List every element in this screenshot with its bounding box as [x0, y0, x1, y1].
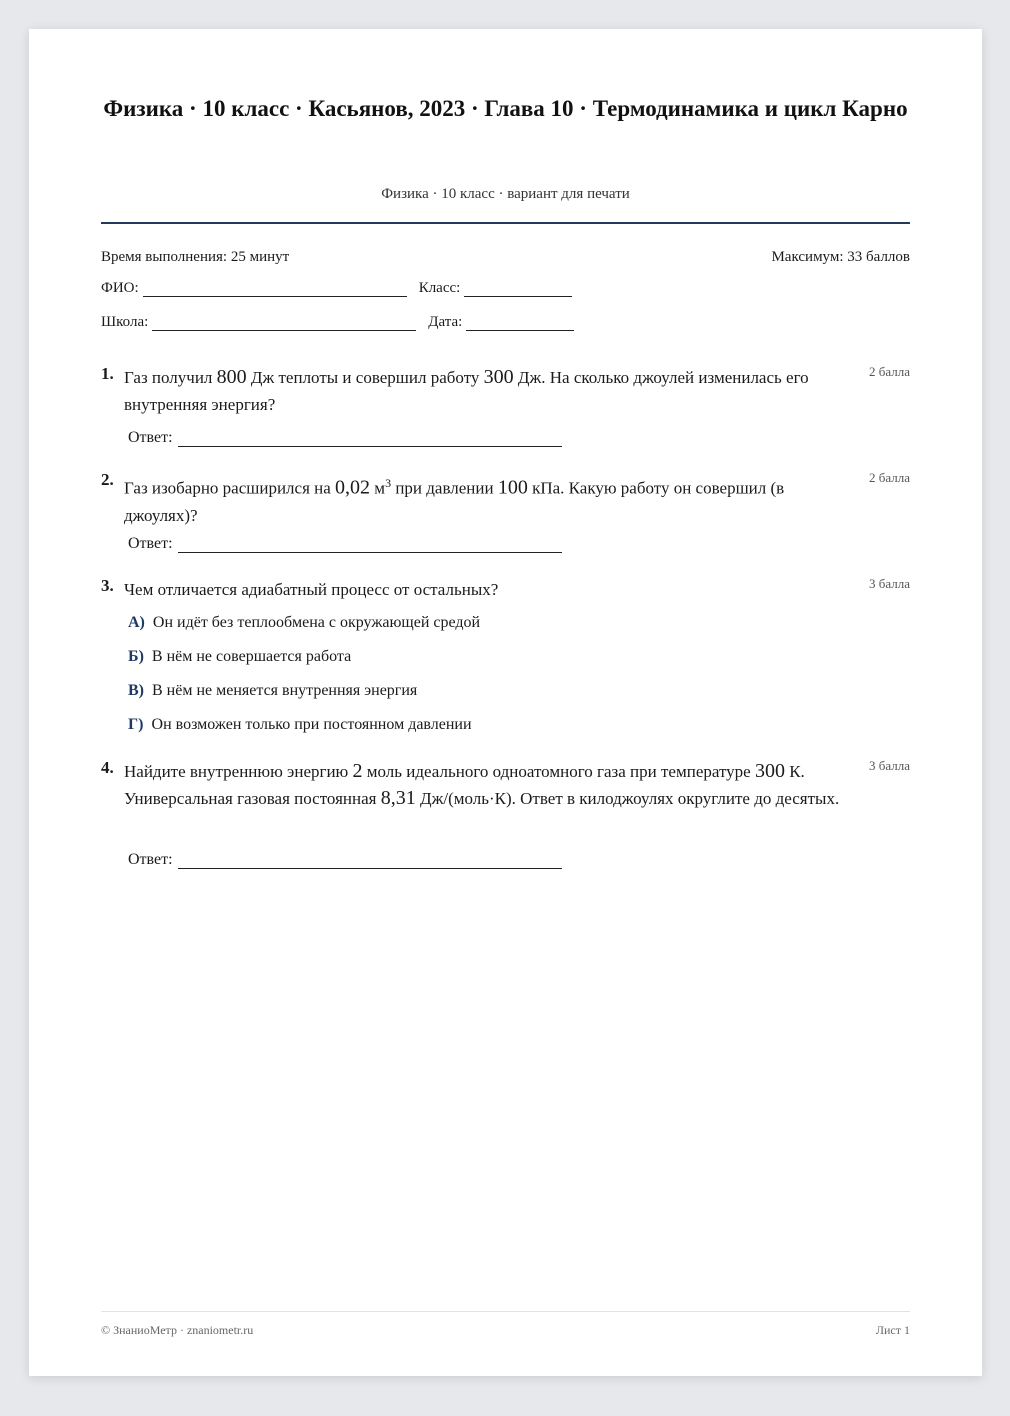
fio-label: ФИО:	[101, 280, 139, 296]
max-score: Максимум: 33 баллов	[771, 249, 910, 265]
class-label: Класс:	[418, 280, 461, 296]
question-text: Найдите внутреннюю энергию 2 моль идеального одноатомного газа при температуре 300 К. Универсальная газовая постоянная 8,31 Дж/(моль·К). Ответ в килоджоулях округлите до десятых.	[124, 760, 840, 809]
page-number: Лист 1	[875, 1323, 910, 1337]
question-points: 2 балла	[869, 470, 910, 485]
fio-field[interactable]	[143, 280, 407, 297]
option-text: Он идёт без теплообмена с окружающей средой	[152, 614, 481, 631]
worksheet-page	[29, 29, 982, 1376]
option-d[interactable]	[128, 716, 472, 734]
fields-row-1	[101, 280, 584, 297]
option-text: В нём не совершается работа	[151, 648, 352, 665]
date-label: Дата:	[428, 314, 463, 330]
footer-copyright: © ЗнаниоМетр · znaniometr.ru	[101, 1323, 254, 1337]
question-points: 3 балла	[869, 758, 910, 773]
option-letter: Б)	[128, 648, 144, 665]
answer-label: Ответ:	[128, 851, 173, 868]
header-divider	[101, 222, 910, 224]
option-c[interactable]	[128, 682, 417, 700]
question-text: Газ изобарно расширился на 0,02 $м^3$ при давлении 100 кПа. Какую работу он совершил (в джоулях)?	[124, 476, 785, 525]
answer-row	[128, 851, 562, 869]
option-text: Он возможен только при постоянном давлении	[151, 716, 472, 733]
page-title: Физика · 10 класс · Касьянов, 2023 · Глава 10 · Термодинамика и цикл Карно	[103, 96, 908, 121]
answer-field[interactable]	[178, 430, 562, 447]
school-label: Школа:	[101, 314, 149, 330]
question-points: 2 балла	[869, 364, 910, 379]
meta-row	[101, 249, 910, 266]
option-text: В нём не меняется внутренняя энергия	[152, 682, 418, 699]
question-number: 3.	[101, 576, 114, 595]
fields-row-2	[101, 314, 586, 331]
question-number: 4.	[101, 758, 114, 777]
answer-field[interactable]	[178, 852, 562, 869]
option-a[interactable]	[128, 614, 480, 632]
answer-row	[128, 535, 562, 553]
question-text: Чем отличается адиабатный процесс от остальных?	[124, 580, 499, 599]
question-number: 1.	[101, 364, 114, 383]
question-number: 2.	[101, 470, 114, 489]
date-field[interactable]	[466, 314, 574, 331]
class-field[interactable]	[464, 280, 572, 297]
school-field[interactable]	[152, 314, 416, 331]
answer-field[interactable]	[178, 536, 562, 553]
footer	[101, 1323, 910, 1338]
question-text: Газ получил 800 Дж теплоты и совершил работу 300 Дж. На сколько джоулей изменилась его внутренняя энергия?	[124, 366, 809, 414]
answer-row	[128, 429, 562, 447]
time-limit: Время выполнения: 25 минут	[101, 249, 290, 265]
option-b[interactable]	[128, 648, 351, 666]
page-subtitle: Физика · 10 класс · вариант для печати	[381, 186, 630, 202]
option-letter: Г)	[128, 716, 144, 733]
answer-label: Ответ:	[128, 429, 173, 446]
question-points: 3 балла	[869, 576, 910, 591]
option-letter: А)	[128, 614, 145, 631]
option-letter: В)	[128, 682, 144, 699]
answer-label: Ответ:	[128, 535, 173, 552]
footer-divider	[101, 1311, 910, 1312]
